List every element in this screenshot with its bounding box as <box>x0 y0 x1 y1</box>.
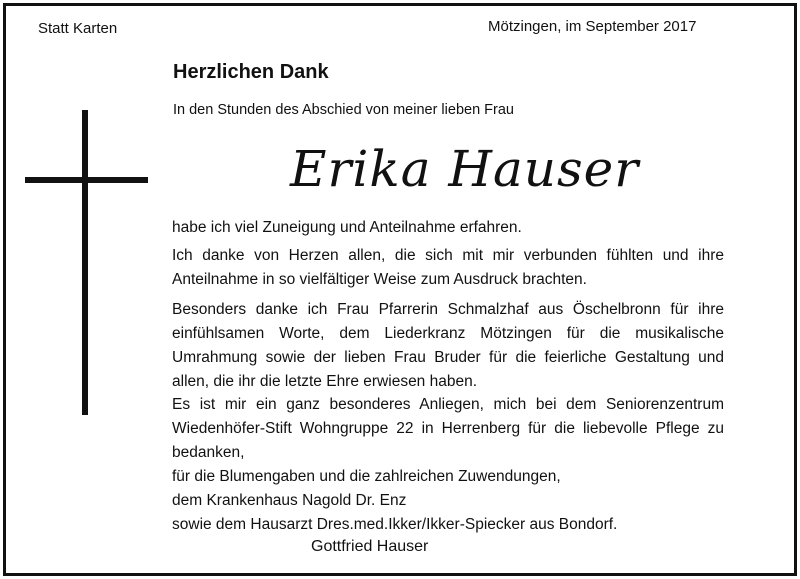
page-title: Herzlichen Dank <box>173 61 329 83</box>
header-date: Mötzingen, im September 2017 <box>488 18 697 35</box>
paragraph-4-line-2: für die Blumengaben und die zahlreichen Zuwendungen, <box>172 468 561 485</box>
paragraph-4-line-4: sowie dem Hausarzt Dres.med.Ikker/Ikker-Spiecker aus Bondorf. <box>172 516 618 533</box>
paragraph-3: Besonders danke ich Frau Pfarrerin Schmalzhaf aus Öschelbronn für ihre einfühlsamen Worte, dem Liederkranz Mötzingen für die musikalische Umrahmung sowie der lieben Frau Bruder für die feierliche Gestaltung und allen, die ihr die letzte Ehre erwiesen haben. <box>172 301 724 390</box>
paragraph-4-line-3: dem Krankenhaus Nagold Dr. Enz <box>172 492 407 509</box>
deceased-name: Erika Hauser <box>290 140 640 198</box>
cross-horizontal-bar <box>25 177 148 183</box>
paragraph-4 <box>172 393 724 537</box>
intro-line: In den Stunden des Abschied von meiner lieben Frau <box>173 102 514 118</box>
header-left: Statt Karten <box>38 20 118 37</box>
signature: Gottfried Hauser <box>311 538 429 555</box>
paragraph-2: Ich danke von Herzen allen, die sich mit mir verbunden fühlten und ihre Anteilnahme in so vielfältiger Weise zum Ausdruck brachten. <box>172 247 724 288</box>
cross-vertical-bar <box>82 110 88 415</box>
paragraph-1: habe ich viel Zuneigung und Anteilnahme erfahren. <box>172 219 522 236</box>
paragraph-4-main: Es ist mir ein ganz besonderes Anliegen, mich bei dem Seniorenzentrum Wiedenhöfer-Stift Wohngruppe 22 in Herrenberg für die liebevolle Pflege zu bedanken, <box>172 396 724 461</box>
